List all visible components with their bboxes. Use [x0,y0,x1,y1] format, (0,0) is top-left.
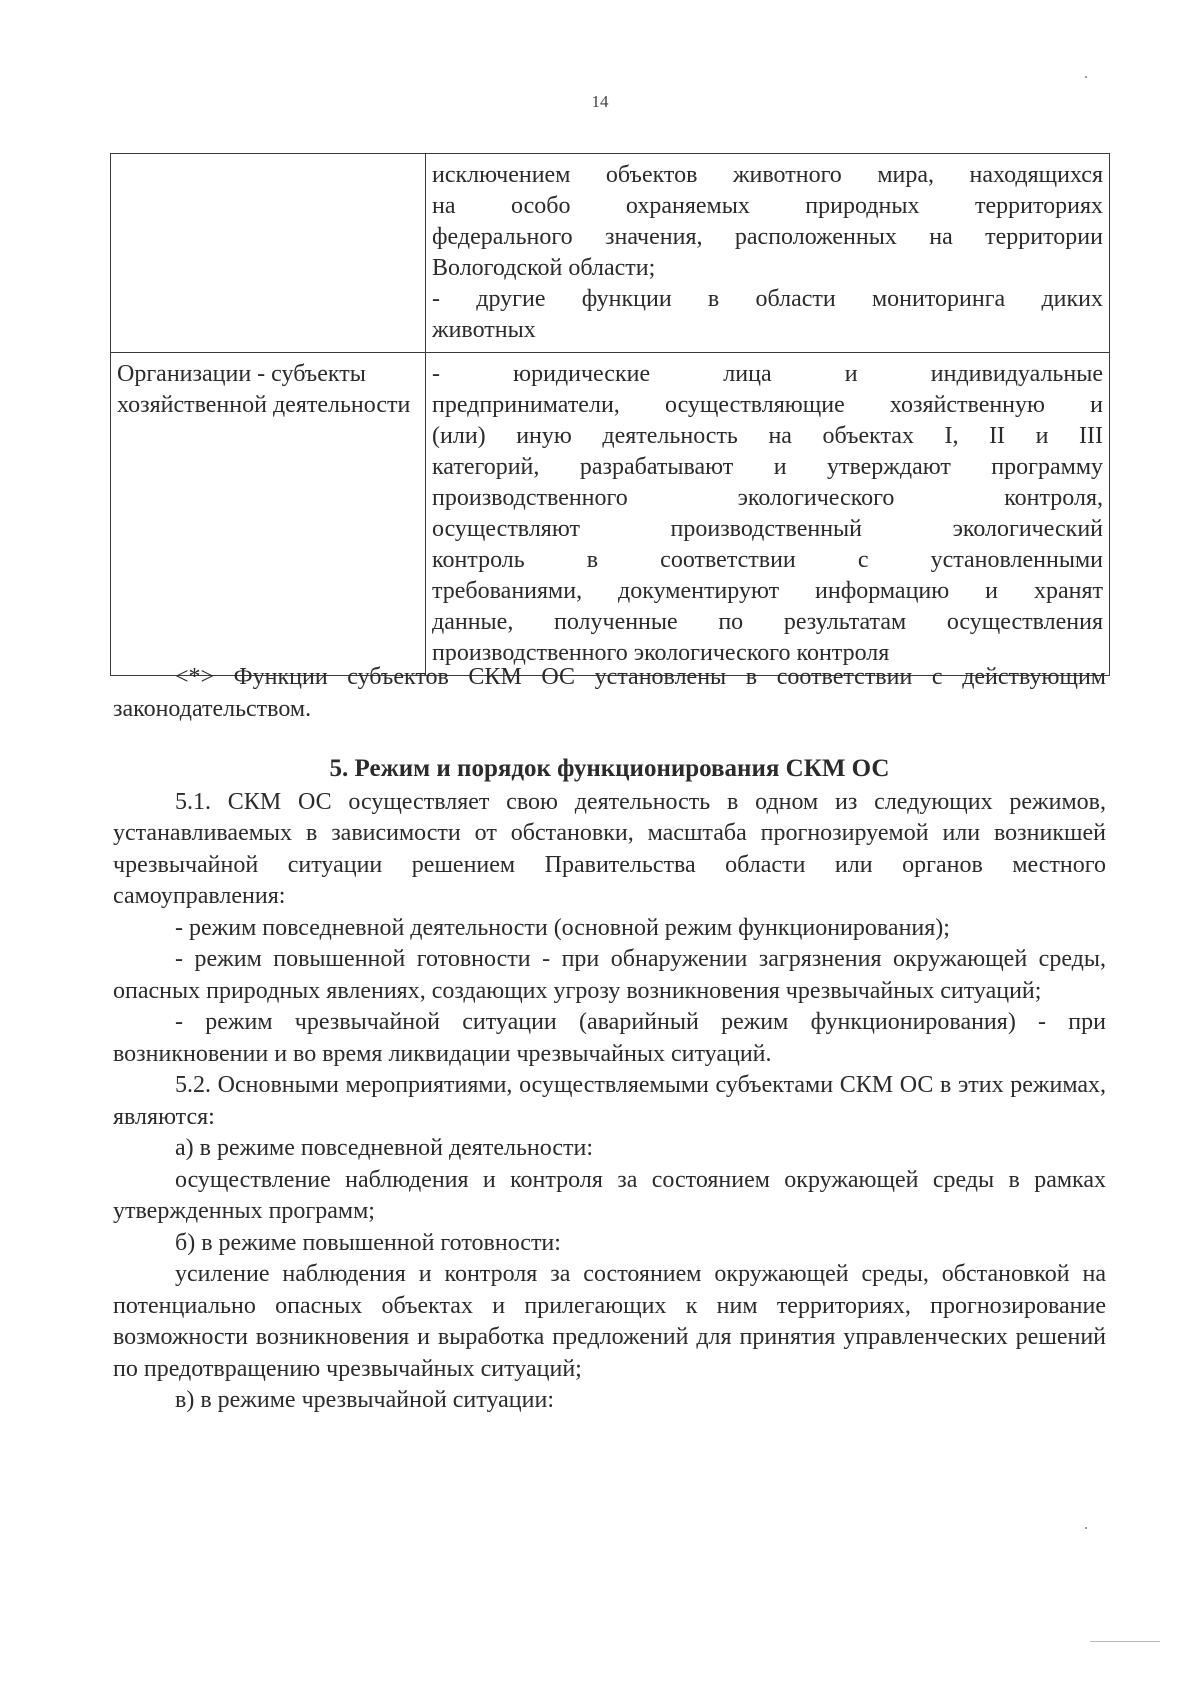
footnote: <*> Функции субъектов СКМ ОС установлены в соответствии с действующим законодательством. [113,664,1106,722]
document-body [113,662,1106,1417]
subject-cell: Организации - субъекты хозяйственной деятельности [111,353,426,676]
paragraph: б) в режиме повышенной готовности: [175,1229,561,1256]
paragraph: в) в режиме чрезвычайной ситуации: [175,1387,554,1413]
paragraph: - режим повышенной готовности - при обнаружении загрязнения окружающей среды, опасных природных явлениях, создающих угрозу возникновения чрезвычайных ситуаций; [113,946,1106,1004]
functions-line: предприниматели, осуществляющие хозяйственную и [432,392,1103,418]
functions-line: федерального значения, расположенных на территории [432,224,1103,250]
table-row [111,353,1110,676]
functions-line: - юридические лица и индивидуальные [432,361,1103,387]
section-title: 5. Режим и порядок функционирования СКМ ОС [329,755,890,782]
functions-line: - другие функции в области мониторинга диких [432,286,1103,312]
paragraph: 5.1. СКМ ОС осуществляет свою деятельность в одном из следующих режимов, устанавливаемых в зависимости от обстановки, масштаба прогнозируемой или возникшей чрезвычайной ситуации решением Правительства области или органов местного самоуправления: [113,788,1106,909]
paragraph: - режим повседневной деятельности (основной режим функционирования); [175,914,950,941]
functions-line: на особо охраняемых природных территориях [432,193,1103,219]
scan-speck [1085,1527,1087,1529]
functions-line: категорий, разрабатывают и утверждают программу [432,454,1103,480]
page-number: 14 [591,92,609,111]
paragraph: усиление наблюдения и контроля за состоянием окружающей среды, обстановкой на потенциально опасных объектах и прилегающих к ним территориях, прогнозирование возможности возникновения и выработка предложений для принятия управленческих решений по предотвращению чрезвычайных ситуаций; [113,1261,1106,1382]
functions-line: производственного экологического контроля [432,640,890,666]
paragraph: а) в режиме повседневной деятельности: [175,1135,593,1161]
scan-line [1090,1641,1160,1642]
functions-line: Вологодской области; [432,255,656,281]
functions-line: (или) иную деятельность на объектах I, II и III [432,423,1103,449]
functions-line: животных [432,317,536,343]
functions-line: исключением объектов животного мира, находящихся [432,162,1103,188]
paragraph: - режим чрезвычайной ситуации (аварийный режим функционирования) - при возникновении и во время ликвидации чрезвычайных ситуаций. [113,1009,1106,1067]
scan-speck [1085,76,1087,78]
paragraph: 5.2. Основными мероприятиями, осуществляемыми субъектами СКМ ОС в этих режимах, являются: [113,1072,1106,1130]
functions-cell [426,154,1110,353]
paragraph: осуществление наблюдения и контроля за состоянием окружающей среды в рамках утвержденных программ; [113,1166,1106,1224]
table-row [111,154,1110,353]
functions-line: контроль в соответствии с установленными [432,547,1103,573]
functions-cell [426,353,1110,676]
functions-line: требованиями, документируют информацию и хранят [432,578,1103,604]
functions-line: данные, полученные по результатам осуществления [432,609,1103,635]
functions-line: производственного экологического контроля, [432,485,1103,511]
subjects-functions-table [110,153,1110,676]
subject-cell [111,154,426,353]
functions-line: осуществляют производственный экологический [432,516,1103,542]
